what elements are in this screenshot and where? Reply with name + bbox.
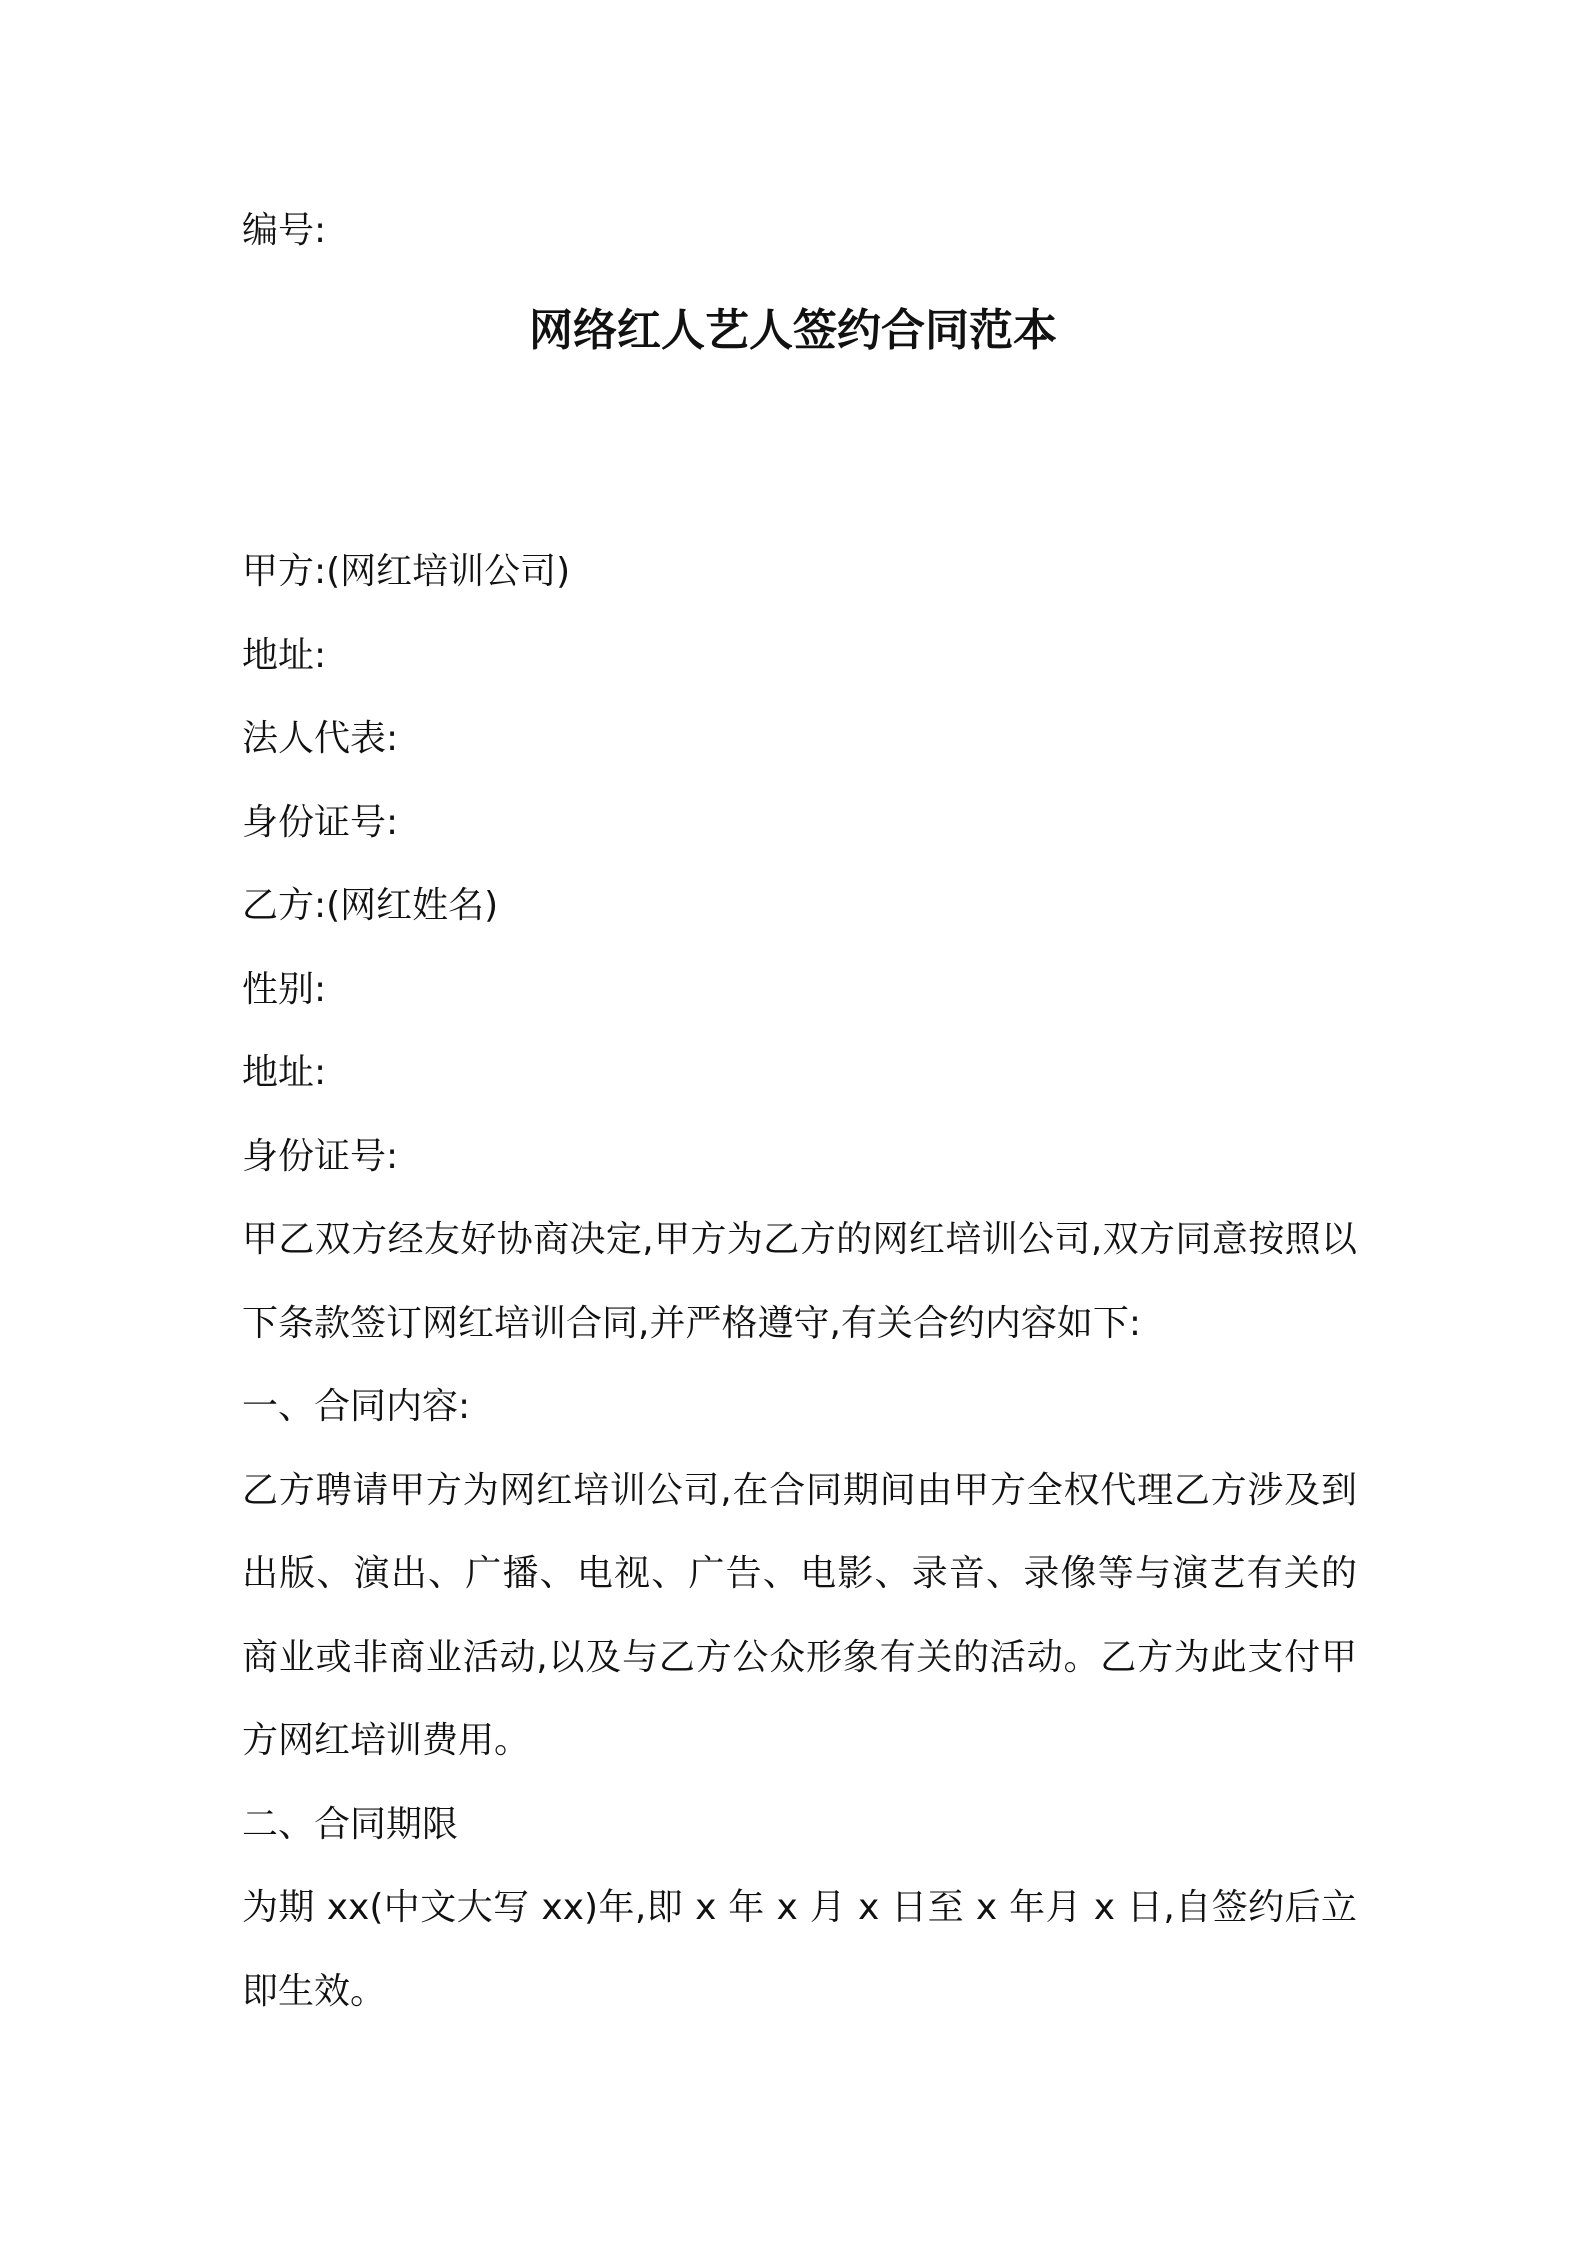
contract-body <box>242 530 1357 2033</box>
intro-paragraph: 甲乙双方经友好协商决定,甲方为乙方的网红培训公司,双方同意按照以下条款签订网红培训合同,并严格遵守,有关合约内容如下: <box>242 1219 1357 1344</box>
section-heading-contract-content: 一、合同内容: <box>242 1386 471 1427</box>
party-a-field: 甲方:(网红培训公司) <box>242 551 571 592</box>
party-a-address-field: 地址: <box>242 634 327 676</box>
legal-representative-field: 法人代表: <box>242 718 399 759</box>
section-heading-contract-term: 二、合同期限 <box>242 1803 459 1845</box>
party-b-gender-field: 性别: <box>242 968 327 1010</box>
party-b-id-number-field: 身份证号: <box>242 1135 399 1177</box>
party-b-field: 乙方:(网红姓名) <box>242 885 499 926</box>
party-a-id-number-field: 身份证号: <box>242 801 399 843</box>
section-text-contract-term: 为期 xx(中文大写 xx)年,即 x 年 x 月 x 日至 x 年月 x 日,自签约后立即生效。 <box>242 1887 1357 2012</box>
serial-number-label: 编号: <box>242 210 327 251</box>
page-title: 网络红人艺人签约合同范本 <box>529 305 1057 356</box>
party-b-address-field: 地址: <box>242 1052 327 1093</box>
section-text-contract-content: 乙方聘请甲方为网红培训公司,在合同期间由甲方全权代理乙方涉及到出版、演出、广播、电视、广告、电影、录音、录像等与演艺有关的商业或非商业活动,以及与乙方公众形象有关的活动。乙方为此支付甲方网红培训费用。 <box>242 1469 1357 1761</box>
